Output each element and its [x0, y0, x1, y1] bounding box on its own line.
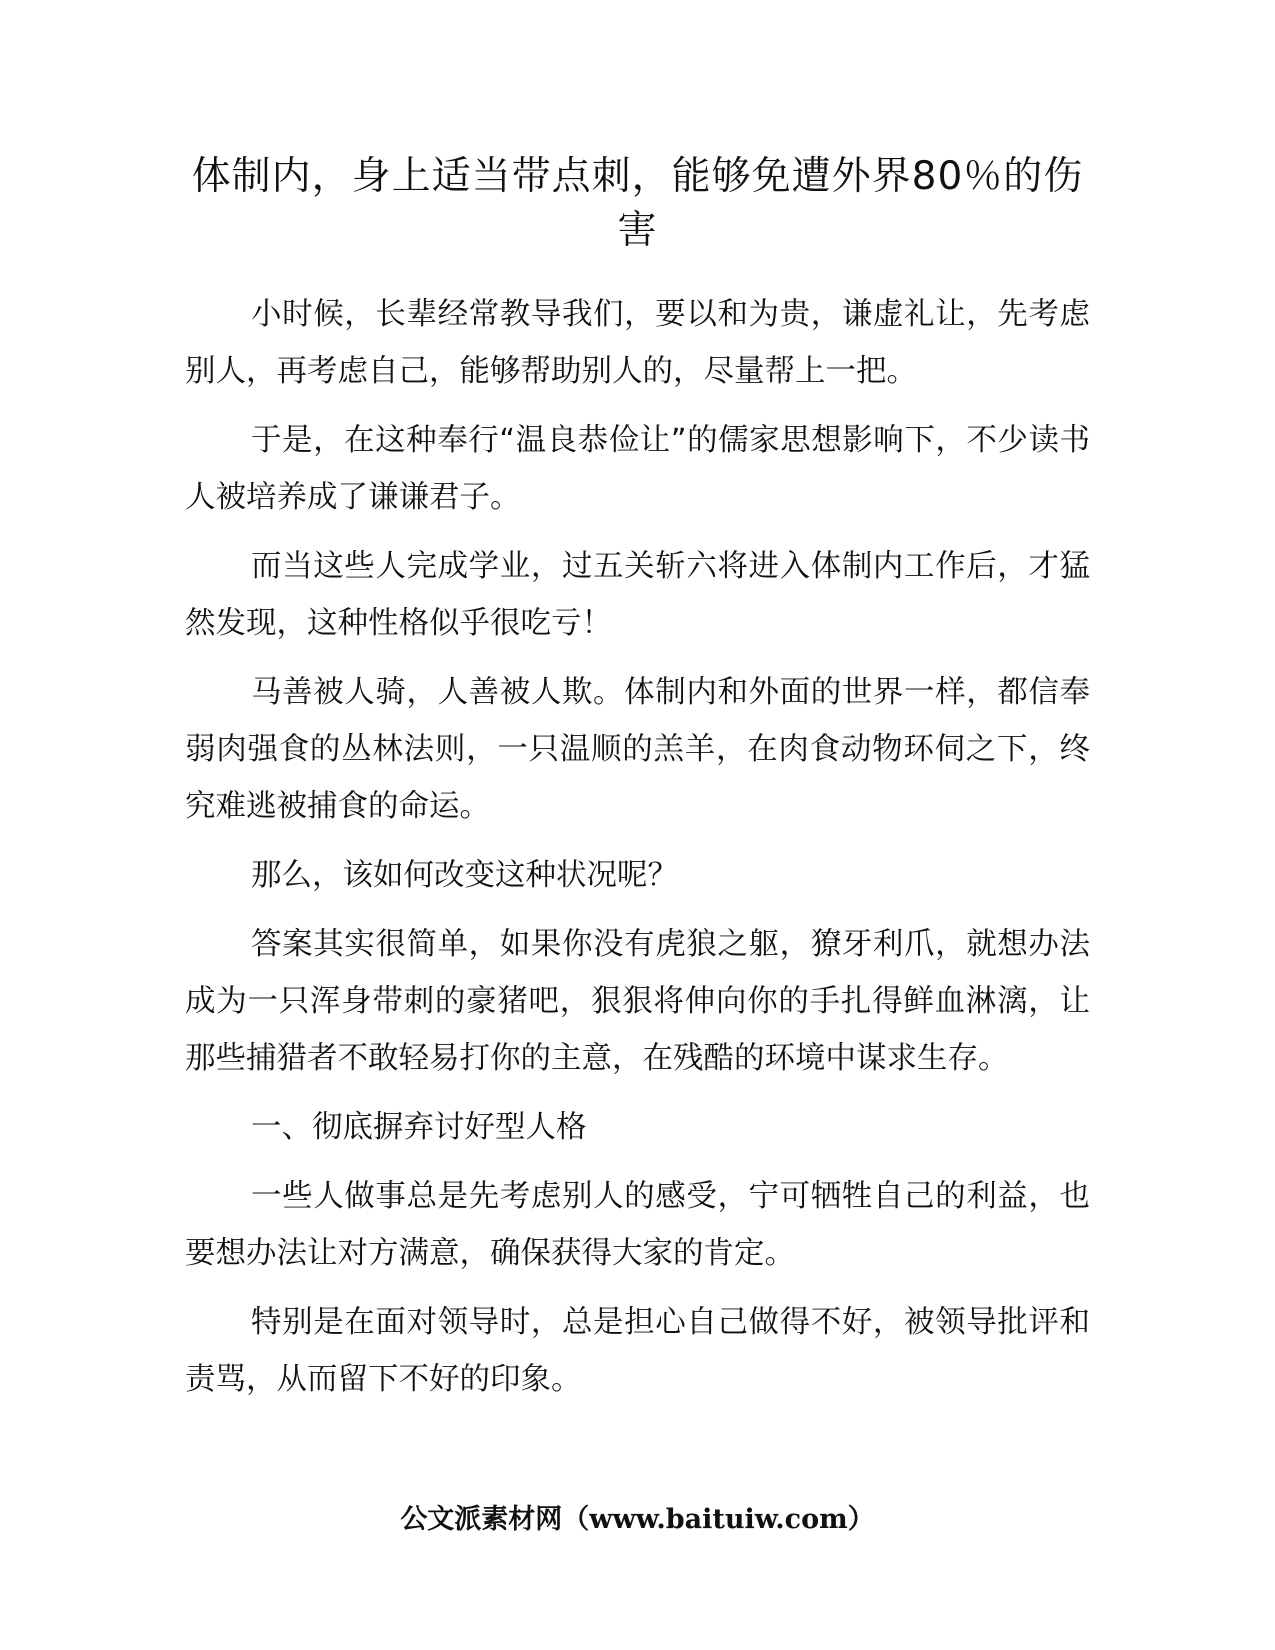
paragraph: 答案其实很简单，如果你没有虎狼之躯，獠牙利爪，就想办法成为一只浑身带刺的豪猪吧，狠狠将伸向你的手扎得鲜血淋漓，让那些捕猎者不敢轻易打你的主意，在残酷的环境中谋求生存。 [185, 927, 1090, 1076]
paragraph: 而当这些人完成学业，过五关斩六将进入体制内工作后，才猛然发现，这种性格似乎很吃亏！ [185, 549, 1090, 641]
paragraph: 马善被人骑，人善被人欺。体制内和外面的世界一样，都信奉弱肉强食的丛林法则，一只温顺的羔羊，在肉食动物环伺之下，终究难逃被捕食的命运。 [185, 675, 1090, 824]
paragraph: 特别是在面对领导时，总是担心自己做得不好，被领导批评和责骂，从而留下不好的印象。 [185, 1305, 1090, 1397]
paragraph: 于是，在这种奉行“温良恭俭让”的儒家思想影响下，不少读书人被培养成了谦谦君子。 [185, 423, 1090, 515]
document-body [185, 286, 1090, 1420]
paragraph: 小时候，长辈经常教导我们，要以和为贵，谦虚礼让，先考虑别人，再考虑自己，能够帮助别人的，尽量帮上一把。 [185, 297, 1090, 389]
footer-source: 公文派素材网（www.baituiw.com） [400, 1504, 875, 1535]
paragraph: 那么，该如何改变这种状况呢？ [251, 858, 678, 893]
document-title: 体制内，身上适当带点刺，能够免遭外界80％的伤害 [191, 154, 1084, 253]
section-heading: 一、彻底摒弃讨好型人格 [251, 1110, 587, 1145]
paragraph: 一些人做事总是先考虑别人的感受，宁可牺牲自己的利益，也要想办法让对方满意，确保获得大家的肯定。 [185, 1179, 1090, 1271]
